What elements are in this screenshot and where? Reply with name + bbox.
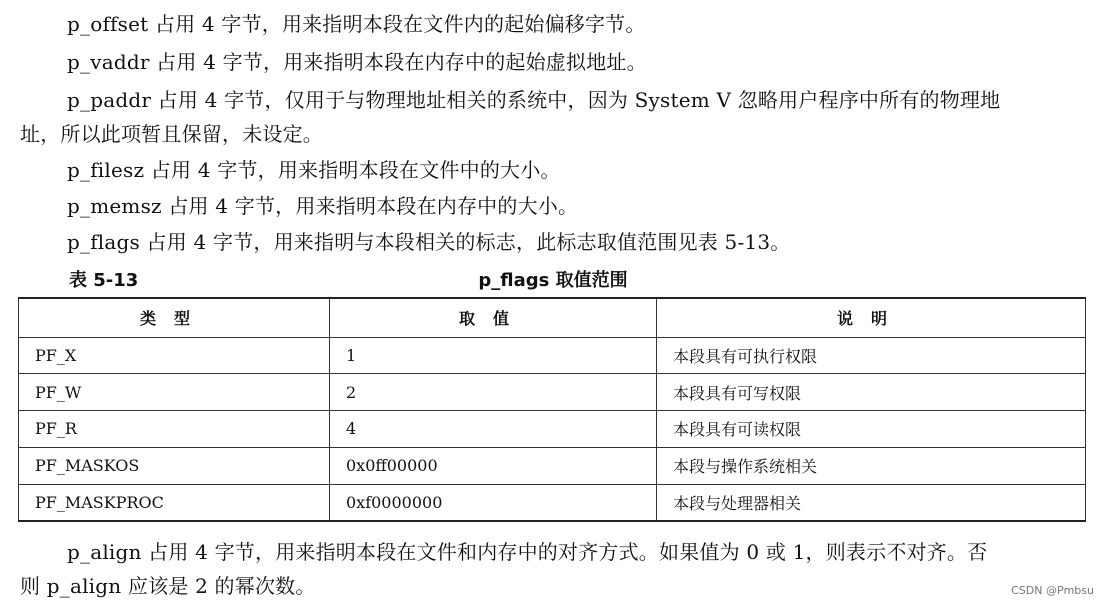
table-row (19, 374, 1086, 411)
cell-value: 2 (330, 374, 657, 411)
cell-type: PF_MASKOS (19, 447, 330, 484)
cell-description: 本段与操作系统相关 (657, 447, 1086, 484)
cell-value: 1 (330, 337, 657, 374)
watermark: CSDN @Pmbsu (1011, 584, 1094, 597)
table-row (19, 337, 1086, 374)
header-description: 说明 (657, 299, 1086, 337)
table-row (19, 411, 1086, 448)
paragraph-p-flags: p_flags 占用 4 字节，用来指明与本段相关的标志，此标志取值范围见表 5-13。 (67, 230, 791, 254)
cell-type: PF_MASKPROC (19, 484, 330, 520)
cell-value: 4 (330, 411, 657, 448)
paragraph-p-paddr-line2: 址，所以此项暂且保留，未设定。 (20, 122, 323, 146)
cell-type: PF_W (19, 374, 330, 411)
cell-description: 本段具有可写权限 (657, 374, 1086, 411)
table-row (19, 484, 1086, 520)
table-header-row (19, 299, 1086, 337)
header-type: 类型 (19, 299, 330, 337)
p-flags-table (18, 297, 1086, 522)
paragraph-p-paddr-line1: p_paddr 占用 4 字节，仅用于与物理地址相关的系统中，因为 System V 忽略用户程序中所有的物理地 (67, 88, 1001, 112)
cell-value: 0xf0000000 (330, 484, 657, 520)
cell-type: PF_X (19, 337, 330, 374)
cell-type: PF_R (19, 411, 330, 448)
paragraph-p-memsz: p_memsz 占用 4 字节，用来指明本段在内存中的大小。 (67, 194, 579, 218)
paragraph-p-filesz: p_filesz 占用 4 字节，用来指明本段在文件中的大小。 (67, 158, 561, 182)
header-value: 取值 (330, 299, 657, 337)
cell-description: 本段与处理器相关 (657, 484, 1086, 520)
cell-description: 本段具有可执行权限 (657, 337, 1086, 374)
paragraph-p-vaddr: p_vaddr 占用 4 字节，用来指明本段在内存中的起始虚拟地址。 (67, 50, 647, 74)
paragraph-p-offset: p_offset 占用 4 字节，用来指明本段在文件内的起始偏移字节。 (67, 12, 646, 36)
table-row (19, 447, 1086, 484)
flags-table (18, 299, 1086, 520)
table-title: p_flags 取值范围 (478, 270, 628, 291)
paragraph-p-align-line2: 则 p_align 应该是 2 的幂次数。 (20, 574, 316, 598)
table-number: 表 5-13 (69, 270, 139, 291)
paragraph-p-align-line1: p_align 占用 4 字节，用来指明本段在文件和内存中的对齐方式。如果值为 0 或 1，则表示不对齐。否 (67, 540, 988, 564)
cell-description: 本段具有可读权限 (657, 411, 1086, 448)
cell-value: 0x0ff00000 (330, 447, 657, 484)
